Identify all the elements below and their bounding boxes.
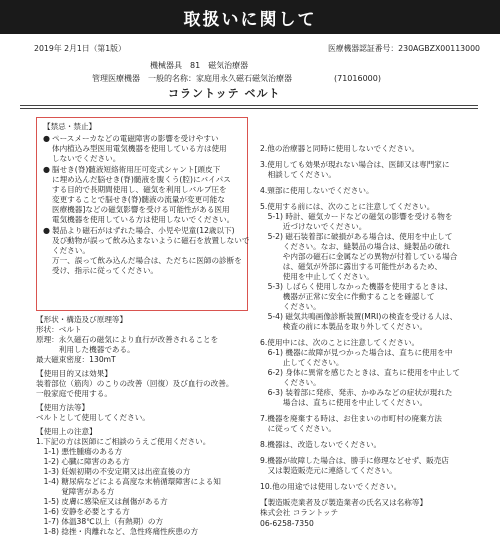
precaution-line: 機器が正常に安全に作動することを確認して bbox=[260, 292, 435, 302]
section-line: 1-4) 糖尿病などによる高度な末梢循環障害による知 bbox=[36, 477, 221, 487]
certification-number: 医療機器認証番号：230AGBZX00113000 bbox=[327, 44, 480, 53]
contraindication-text: ペースメーカなどの電磁障害の影響を受けやすい 体内植込み型医用電気機器を使用している方は使用 しないでください。 bbox=[52, 134, 227, 164]
section-line: 1-1) 悪性腫瘍のある方 bbox=[36, 447, 123, 457]
section-line: 1-6) 安静を必要とする方 bbox=[36, 507, 130, 517]
precaution-line: 6.使用中には、次のことに注意してください。 bbox=[260, 338, 420, 348]
product-name: コラントッテ ベルト bbox=[168, 87, 281, 100]
precaution-line: 6-1) 機器に故障が見つかった場合は、直ちに使用を中 bbox=[260, 348, 453, 358]
section-line: 1-7) 体温38℃以上（有熱期）の方 bbox=[36, 517, 164, 527]
precaution-line: 4.頸部に使用しないでください。 bbox=[260, 186, 374, 196]
precaution-line: に従ってください。 bbox=[260, 424, 336, 434]
precaution-line: 2.他の治療器と同時に使用しないでください。 bbox=[260, 144, 420, 153]
bullet-icon: ● bbox=[43, 134, 50, 144]
precaution-line: 7.機器を廃棄する時は、お住まいの市町村の廃棄方法 bbox=[260, 414, 442, 424]
section-heading: 【形状・構造及び原理等】 bbox=[36, 315, 128, 324]
precaution-line: 株式会社 コラントッテ bbox=[260, 508, 339, 518]
banner-title: 取扱いに関して bbox=[183, 9, 317, 30]
section-line: 最大磁束密度：130mT bbox=[36, 355, 116, 365]
section-line: 一般家庭で使用する。 bbox=[36, 389, 112, 399]
precaution-line: 使用を中止してください。 bbox=[260, 272, 374, 282]
contraindication-box bbox=[36, 117, 248, 311]
document-section bbox=[36, 369, 248, 399]
precaution-line: 6-2) 身体に異常を感じたときは、直ちに使用を中止して bbox=[260, 368, 461, 378]
precaution-line: 検査の前に本製品を取り外してください。 bbox=[260, 322, 428, 332]
contraindication-text: 製品より磁石がはずれた場合、小児や児童(12歳以下) 及び動物が誤って飲み込まないように磁石を放置しないで ください。 万一、誤って飲み込んだ場合は、ただちに医師の診断を 受け、指示に従ってください。 bbox=[52, 226, 250, 276]
contraindication-item bbox=[43, 226, 250, 276]
precaution-line: 5-4) 磁気共鳴画像診断装置(MRI)の検査を受ける人は、 bbox=[260, 312, 458, 322]
section-line: 1-2) 心臓に障害のある方 bbox=[36, 457, 130, 467]
contraindication-title: 【禁忌・禁止】 bbox=[43, 122, 97, 131]
precaution-line: ください。 bbox=[260, 302, 321, 312]
contraindication-item bbox=[43, 134, 241, 164]
bullet-icon: ● bbox=[43, 226, 50, 236]
precaution-line: 近づけないでください。 bbox=[260, 222, 367, 232]
left-column bbox=[36, 117, 248, 537]
precaution-line: 10.他の用途では使用しないでください。 bbox=[260, 482, 402, 492]
section-line: 1.下記の方は医師にご相談のうえご使用ください。 bbox=[36, 437, 211, 447]
contraindication-item bbox=[43, 165, 241, 225]
document-sheet bbox=[0, 34, 500, 537]
precaution-line: 9.機器が故障した場合は、勝手に修理などせず、販売店 bbox=[260, 456, 449, 466]
precaution-line: 5-3) しばらく使用しなかった機器を使用するときは、 bbox=[260, 282, 453, 292]
document-section bbox=[36, 427, 248, 537]
precaution-line: 3.使用しても効果が現れない場合は、医師又は専門家に bbox=[260, 160, 450, 170]
precaution-line: 5-1) 時計、磁気カードなどの磁気の影響を受ける物を bbox=[260, 212, 453, 222]
precaution-line: ください。なお、縫製品の場合は、縫製品の破れ bbox=[260, 242, 450, 252]
document-section bbox=[36, 403, 248, 423]
section-line: 1-5) 皮膚に感染症又は創傷がある方 bbox=[36, 497, 168, 507]
precaution-line: 8.機器は、改造しないでください。 bbox=[260, 440, 382, 450]
section-heading: 【使用目的又は効果】 bbox=[36, 369, 112, 379]
left-sections bbox=[36, 315, 248, 537]
precaution-line: ください。 bbox=[260, 378, 321, 388]
section-heading: 【使用方法等】 bbox=[36, 403, 90, 413]
title-banner bbox=[0, 0, 500, 34]
section-line: 1-3) 妊娠初期の不安定期又は出産直後の方 bbox=[36, 467, 191, 477]
section-heading: 【使用上の注意】 bbox=[36, 427, 97, 437]
precaution-line: 5.使用する前には、次のことに注意してください。 bbox=[260, 202, 435, 212]
precaution-line: 場合は、直ちに使用を中止してください。 bbox=[260, 398, 428, 408]
precaution-line: 6-3) 装着部に発疹、発赤、かゆみなどの症状が現れた bbox=[260, 388, 453, 398]
right-column bbox=[260, 144, 480, 529]
precaution-line: や内部の磁石に金属などの異物が付着している場合 bbox=[260, 252, 458, 262]
generic-name-line bbox=[92, 74, 381, 85]
revision-date: 2019年 2月1日（第1版） bbox=[34, 44, 126, 53]
precaution-line: は、磁気が外部に露出する可能性があるため、 bbox=[260, 262, 442, 272]
generic-code: (71016000) bbox=[334, 74, 381, 83]
section-line: 覚障害がある方 bbox=[36, 487, 115, 497]
generic-name: 管理医療機器 一般的名称：家庭用永久磁石磁気治療器 bbox=[92, 74, 292, 83]
section-line: 装着部位（筋肉）のこりの改善（回復）及び血行の改善。 bbox=[36, 379, 234, 389]
contraindication-text: 脳せき(脊)髄液短絡術用圧可変式シャント[頭皮下 に埋め込んだ脳せき(脊)髄液を腹くう(腔)にバイパス する目的で長期間使用し、磁気を利用しバルブ圧を 変更することで脳せき(脊)髄液の流量が変更可能な 医療機器]などの磁気影響を受ける可能性がある医用 電気機器を使用している方は使用しないでください。 bbox=[52, 165, 235, 225]
header-divider bbox=[20, 105, 478, 106]
precaution-line: 【製造販売業者及び製造業者の氏名又は名称等】 bbox=[260, 498, 428, 508]
document-section bbox=[36, 315, 248, 365]
header-divider-second bbox=[20, 108, 478, 109]
section-line: 1-8) 捻挫・肉離れなど、急性疼痛性疾患の方 bbox=[36, 527, 199, 537]
precaution-line: 又は製造販売元に連絡してください。 bbox=[260, 466, 397, 476]
section-line: 利用した機器である。 bbox=[36, 345, 135, 355]
precaution-line: 相談してください。 bbox=[260, 170, 336, 180]
precaution-line: 5-2) 磁石装着部に破損がある場合は、使用を中止して bbox=[260, 232, 453, 242]
device-classification: 機械器具 81 磁気治療器 bbox=[150, 61, 249, 70]
bullet-icon: ● bbox=[43, 165, 50, 175]
section-line: ベルトとして使用してください。 bbox=[36, 413, 150, 423]
precaution-line: 06-6258-7350 bbox=[260, 518, 314, 528]
section-line: 原理：永久磁石の磁気により血行が改善されることを bbox=[36, 335, 219, 345]
section-line: 形状：ベルト bbox=[36, 325, 82, 335]
precaution-line: 止してください。 bbox=[260, 358, 344, 368]
